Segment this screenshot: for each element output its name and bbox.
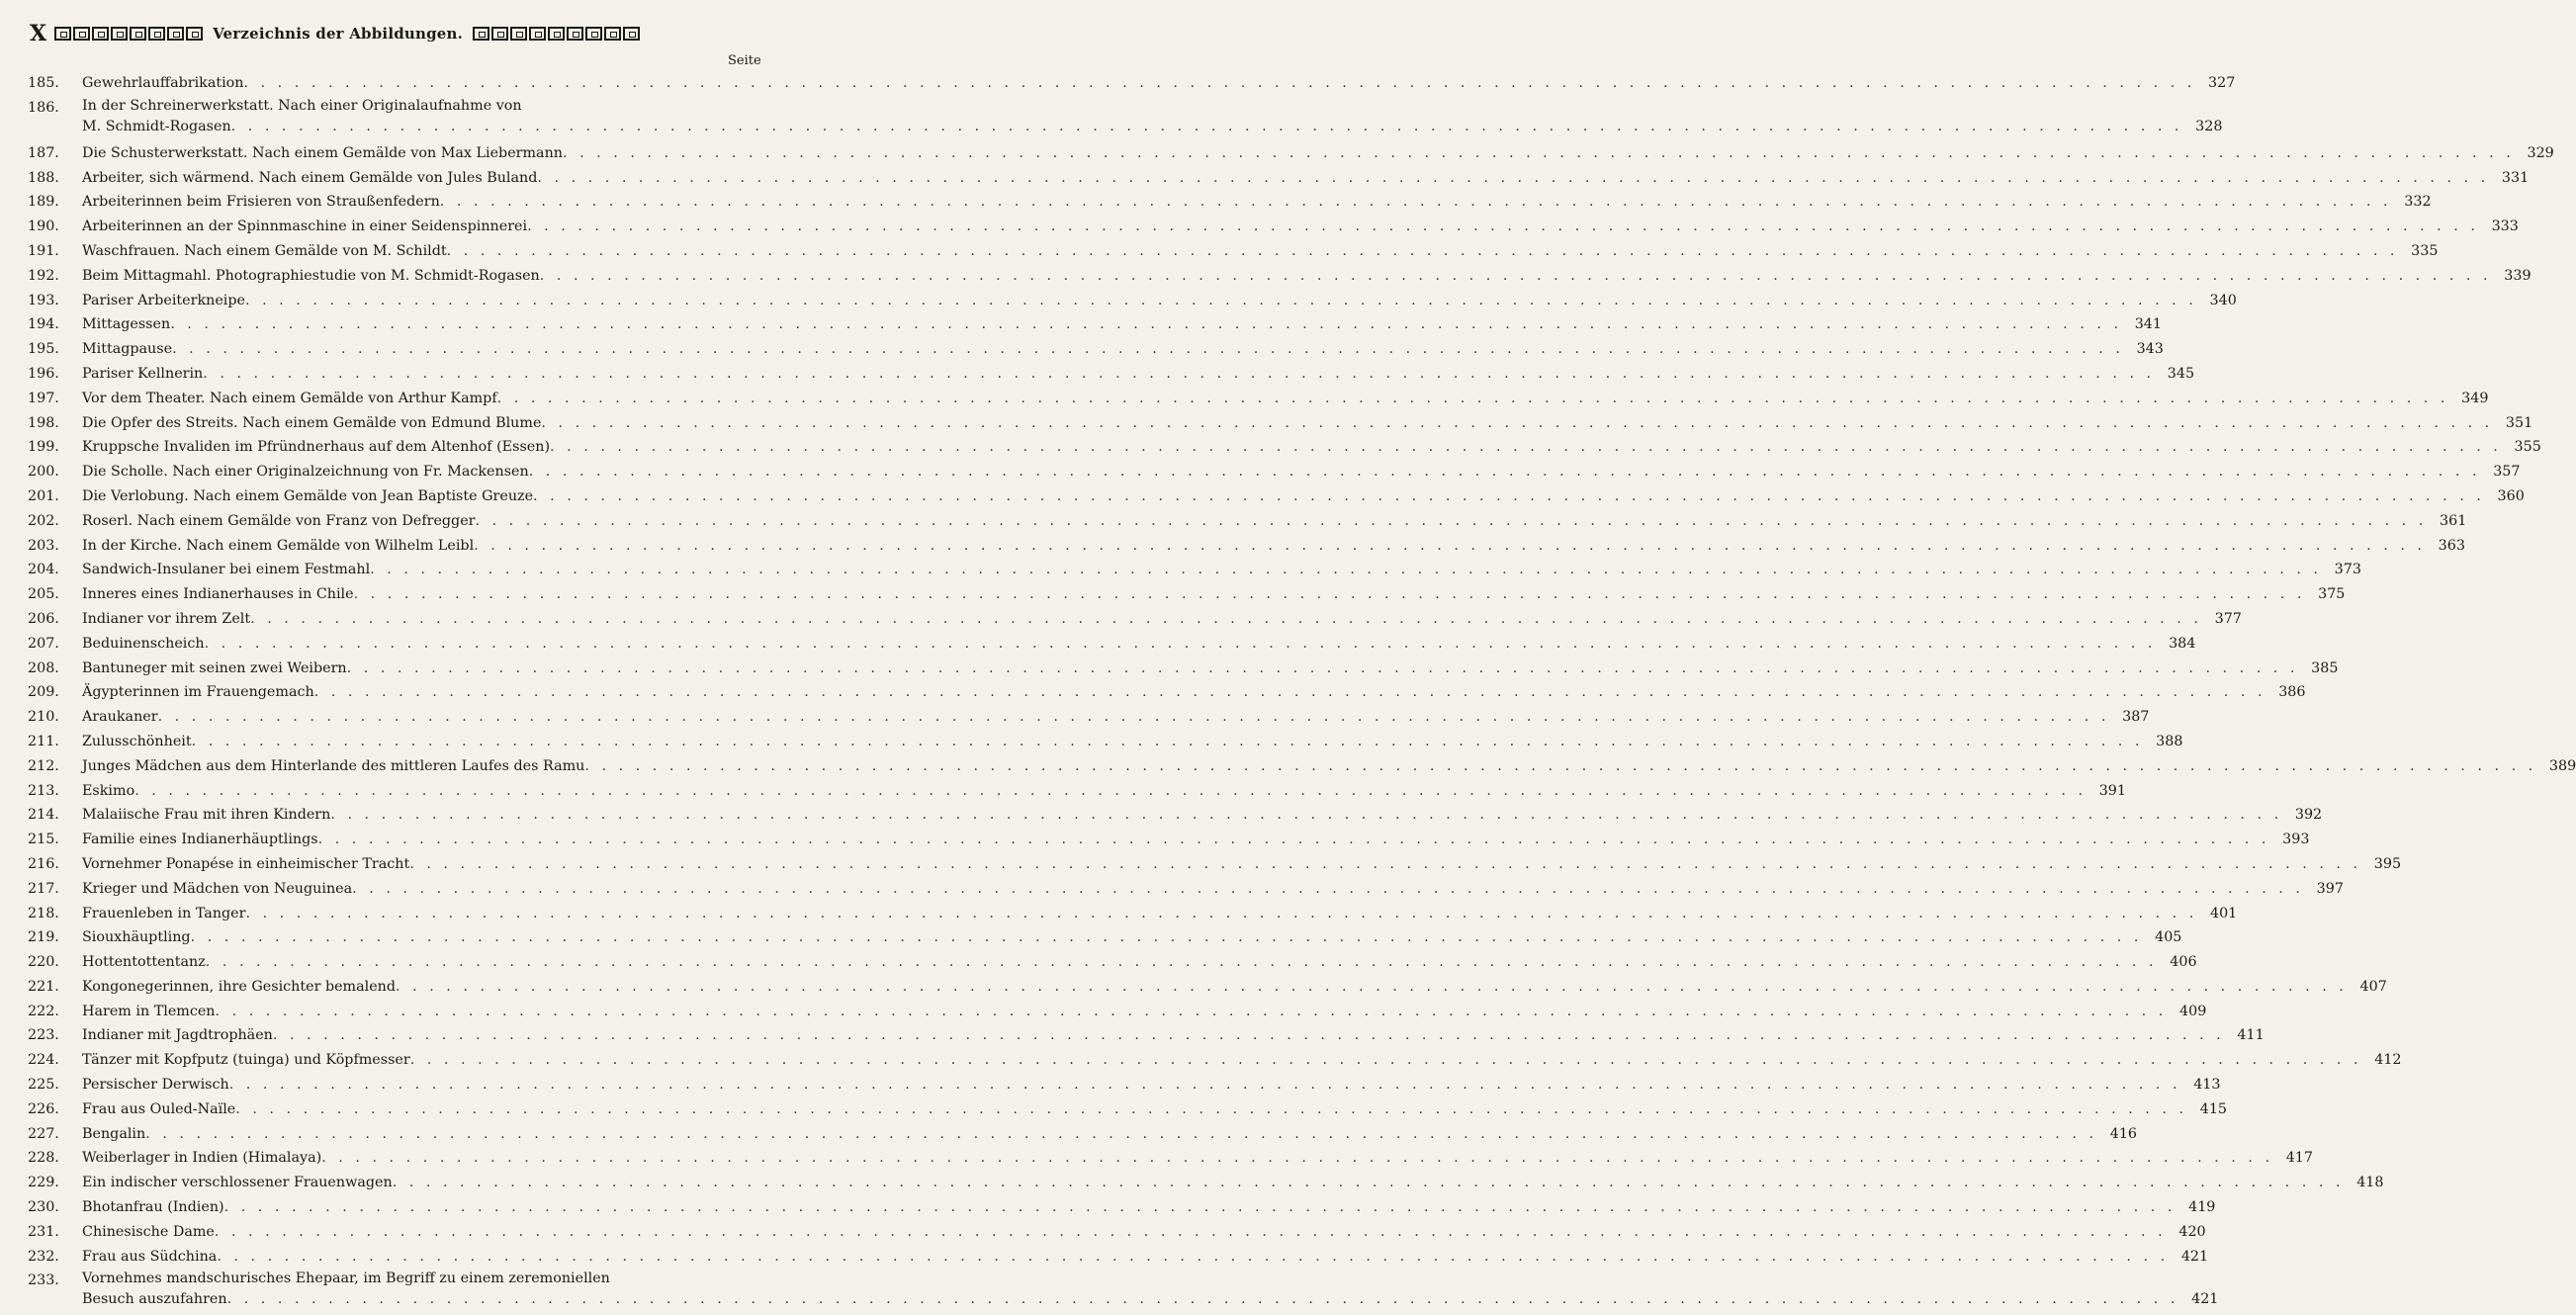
toc-entry <box>28 71 2236 96</box>
entry-number: 185. <box>28 75 59 91</box>
entry-page: 413 <box>2193 1077 2221 1094</box>
entry-title: Frauenleben in Tanger <box>82 905 246 921</box>
entry-number: 194. <box>28 316 59 333</box>
entry-number: 206. <box>28 610 59 627</box>
toc-entry <box>28 607 2242 632</box>
entry-title: Vor dem Theater. Nach einem Gemälde von Arthur Kampf <box>82 390 497 406</box>
entry-number: 203. <box>28 537 59 554</box>
entry-number: 208. <box>28 659 59 676</box>
entry-number: 213. <box>28 782 59 799</box>
entry-number: 233. <box>28 1272 59 1289</box>
toc-entry <box>28 362 2195 387</box>
entry-title: Arbeiterinnen an der Spinnmaschine in einer Seidenspinnerei <box>82 219 528 235</box>
entry-title: Beduinenscheich <box>82 635 205 652</box>
entry-number: 207. <box>28 635 59 652</box>
entry-page: 389 <box>2548 757 2576 774</box>
entry-title: Pariser Kellnerin <box>82 365 204 382</box>
toc-entry <box>28 852 2402 877</box>
entry-title: Vornehmer Ponapése in einheimischer Tracht <box>82 855 410 872</box>
entry-title: Harem in Tlemcen <box>82 1003 216 1019</box>
entry-page: 421 <box>2191 1291 2219 1308</box>
entry-title: Beim Mittagmahl. Photographiestudie von M. Schmidt-Rogasen <box>82 267 540 284</box>
dot-leader <box>476 509 2428 534</box>
toc-entry <box>28 680 2306 705</box>
toc-entry <box>28 1023 2265 1048</box>
toc-entry <box>28 975 2387 1000</box>
entry-number: 197. <box>28 390 59 406</box>
dot-leader <box>205 632 2157 657</box>
entry-title: Die Verlobung. Nach einem Gemälde von Jean Baptiste Greuze <box>82 487 534 504</box>
dot-leader <box>550 435 2502 460</box>
dot-leader <box>321 1146 2273 1171</box>
dot-leader <box>541 411 2493 436</box>
dot-leader <box>318 828 2270 852</box>
entry-title: Zulusschönheit <box>82 733 192 749</box>
entry-title: Die Opfer des Streits. Nach einem Gemälde von Edmund Blume <box>82 414 542 431</box>
toc-entry <box>28 509 2467 534</box>
entry-title: Die Schusterwerkstatt. Nach einem Gemälde von Max Liebermann <box>82 144 563 161</box>
toc-entry <box>28 828 2310 852</box>
entry-page: 351 <box>2505 414 2533 431</box>
entry-page: 339 <box>2504 267 2532 284</box>
entry-number: 188. <box>28 169 59 186</box>
entry-title: Vornehmes mandschurisches Ehepaar, im Begriff zu einem zeremoniellen <box>82 1271 610 1287</box>
entry-page: 333 <box>2491 219 2519 235</box>
entry-title: Kruppsche Invaliden im Pfründnerhaus auf dem Altenhof (Essen) <box>82 439 551 456</box>
entry-title: Hottentottentanz <box>82 954 206 971</box>
dot-leader <box>172 337 2124 362</box>
entry-title: Junges Mädchen aus dem Hinterlande des mittleren Laufes des Ramu <box>82 757 585 774</box>
entry-title: Die Scholle. Nach einer Originalzeichnung von Fr. Mackensen <box>82 464 529 481</box>
entry-title-continued: M. Schmidt-Rogasen <box>82 118 231 134</box>
entry-number: 231. <box>28 1223 59 1240</box>
dot-leader <box>158 705 2110 730</box>
entry-page: 391 <box>2098 782 2126 799</box>
entry-number: 192. <box>28 267 59 284</box>
entry-title: Gewehrlauffabrikation <box>82 75 244 91</box>
entry-number: 186. <box>28 99 59 116</box>
entry-title: Weiberlager in Indien (Himalaya) <box>82 1150 322 1167</box>
entry-number: 189. <box>28 194 59 211</box>
dot-leader <box>330 803 2282 828</box>
entry-number: 214. <box>28 807 59 824</box>
toc-entry <box>28 950 2197 975</box>
entry-number: 191. <box>28 242 59 259</box>
entry-number: 187. <box>28 144 59 161</box>
entry-page: 416 <box>2109 1125 2138 1142</box>
toc-entry <box>28 289 2237 313</box>
toc-entry <box>28 779 2126 804</box>
entry-title: Persischer Derwisch <box>82 1077 229 1094</box>
dot-leader <box>410 1048 2362 1073</box>
dot-leader <box>474 534 2426 559</box>
dot-leader <box>347 657 2299 681</box>
entry-title: Arbeiter, sich wärmend. Nach einem Gemälde von Jules Buland <box>82 169 538 186</box>
ornament-right <box>473 27 640 41</box>
entry-page: 341 <box>2134 316 2162 333</box>
entry-number: 226. <box>28 1100 59 1117</box>
dot-leader <box>273 1023 2225 1048</box>
seite-label: Seite <box>728 53 761 68</box>
entry-page: 409 <box>2179 1003 2207 1019</box>
toc-entry <box>28 657 2339 681</box>
entry-page: 395 <box>2373 855 2402 872</box>
dot-leader <box>447 239 2399 264</box>
toc-entry <box>28 558 2361 582</box>
toc-entry <box>28 1048 2402 1073</box>
entry-number: 198. <box>28 414 59 431</box>
dot-leader <box>134 779 2087 804</box>
entry-page: 417 <box>2285 1150 2313 1167</box>
entry-number: 216. <box>28 855 59 872</box>
dot-leader <box>229 1073 2181 1097</box>
entry-page: 360 <box>2497 487 2525 504</box>
dot-leader <box>529 460 2481 484</box>
dot-leader <box>563 141 2515 166</box>
toc-entry <box>28 484 2525 509</box>
toc-entry <box>28 239 2439 264</box>
toc-entry <box>28 337 2164 362</box>
entry-page: 375 <box>2318 586 2346 603</box>
entry-title: Araukaner <box>82 709 158 726</box>
entry-page: 357 <box>2493 464 2521 481</box>
dot-leader <box>231 117 2183 137</box>
toc-entry <box>28 730 2183 754</box>
entry-number: 223. <box>28 1027 59 1044</box>
entry-page: 401 <box>2209 905 2238 921</box>
entry-number: 228. <box>28 1150 59 1167</box>
entry-title: In der Kirche. Nach einem Gemälde von Wilhelm Leibl <box>82 537 475 554</box>
toc-entry <box>28 96 2223 141</box>
entry-page: 329 <box>2527 144 2554 161</box>
entry-number: 222. <box>28 1003 59 1019</box>
entry-title: Mittagessen <box>82 316 171 333</box>
dot-leader <box>527 215 2479 239</box>
entry-title: In der Schreinerwerkstatt. Nach einer Originalaufnahme von <box>82 97 522 114</box>
entry-page: 388 <box>2156 733 2183 749</box>
dot-leader <box>396 975 2348 1000</box>
toc-entry <box>28 1146 2313 1171</box>
entry-page: 411 <box>2237 1027 2265 1044</box>
entry-page: 421 <box>2180 1248 2209 1265</box>
entry-title: Malaiische Frau mit ihren Kindern <box>82 807 331 824</box>
entry-number: 225. <box>28 1077 59 1094</box>
entry-page: 340 <box>2209 292 2237 308</box>
entry-page: 373 <box>2334 562 2361 578</box>
header-mark: X <box>30 21 47 46</box>
dot-leader <box>393 1171 2345 1195</box>
entry-number: 212. <box>28 757 59 774</box>
toc-entry <box>28 312 2162 337</box>
dot-leader <box>370 558 2322 582</box>
toc-entry <box>28 1122 2138 1147</box>
entry-page: 393 <box>2282 832 2310 848</box>
entry-title: Sandwich-Insulaner bei einem Festmahl <box>82 562 371 578</box>
dot-leader <box>497 387 2449 411</box>
dot-leader <box>192 730 2144 754</box>
entry-number: 215. <box>28 832 59 848</box>
dot-leader <box>227 1289 2179 1310</box>
toc-entry <box>28 534 2465 559</box>
entry-number: 200. <box>28 464 59 481</box>
entry-page: 412 <box>2374 1052 2402 1069</box>
toc-entry <box>28 1220 2206 1245</box>
entry-number: 219. <box>28 929 59 946</box>
toc-entry <box>28 1245 2209 1270</box>
dot-leader <box>203 362 2155 387</box>
entry-title: Siouxhäuptling <box>82 929 191 946</box>
toc-entry <box>28 166 2530 191</box>
entry-number: 199. <box>28 439 59 456</box>
entry-number: 211. <box>28 733 59 749</box>
entry-page: 377 <box>2214 610 2242 627</box>
entry-number: 201. <box>28 487 59 504</box>
dot-leader <box>170 312 2122 337</box>
toc-entry <box>28 1073 2221 1097</box>
dot-leader <box>145 1122 2097 1147</box>
entry-page: 384 <box>2169 635 2196 652</box>
entry-title: Tänzer mit Kopfputz (tuinga) und Köpfmesser <box>82 1052 410 1069</box>
entry-page: 335 <box>2411 242 2439 259</box>
dot-leader <box>215 1220 2167 1245</box>
entry-title: Waschfrauen. Nach einem Gemälde von M. Schildt <box>82 242 447 259</box>
entry-page: 420 <box>2178 1223 2206 1240</box>
toc-entry <box>28 1269 2219 1314</box>
entry-number: 218. <box>28 905 59 921</box>
entry-number: 221. <box>28 978 59 995</box>
entry-number: 229. <box>28 1175 59 1191</box>
entry-title: Bengalin <box>82 1125 146 1142</box>
toc-entry <box>28 141 2554 166</box>
toc-entry <box>28 1195 2216 1220</box>
entry-title: Indianer mit Jagdtrophäen <box>82 1027 273 1044</box>
ornament-left <box>54 27 203 41</box>
entry-number: 209. <box>28 684 59 701</box>
toc-entry <box>28 1097 2228 1122</box>
entry-title: Chinesische Dame <box>82 1223 215 1240</box>
entry-page: 406 <box>2170 954 2197 971</box>
entry-page: 343 <box>2136 341 2164 358</box>
toc-entry <box>28 754 2576 779</box>
entry-number: 205. <box>28 586 59 603</box>
entry-title: Pariser Arbeiterkneipe <box>82 292 245 308</box>
dot-leader <box>540 264 2492 289</box>
entry-page: 331 <box>2501 169 2530 186</box>
toc-entry <box>28 264 2532 289</box>
entry-page: 397 <box>2316 880 2344 897</box>
dot-leader <box>244 71 2196 96</box>
toc-entry <box>28 215 2519 239</box>
entry-title: Indianer vor ihrem Zelt <box>82 610 251 627</box>
toc-list <box>28 71 2576 1314</box>
dot-leader <box>584 754 2536 779</box>
dot-leader <box>314 680 2266 705</box>
entry-page: 349 <box>2461 390 2489 406</box>
entry-page: 387 <box>2122 709 2150 726</box>
toc-entry <box>28 582 2346 607</box>
dot-leader <box>235 1097 2187 1122</box>
entry-page: 361 <box>2440 512 2467 529</box>
entry-page: 407 <box>2359 978 2387 995</box>
dot-leader <box>191 925 2143 950</box>
toc-entry <box>28 460 2521 484</box>
toc-entry <box>28 1000 2207 1024</box>
entry-title: Bantuneger mit seinen zwei Weibern <box>82 659 347 676</box>
dot-leader <box>245 902 2197 926</box>
entry-title: Bhotanfrau (Indien) <box>82 1199 224 1216</box>
entry-number: 227. <box>28 1125 59 1142</box>
dot-leader <box>224 1195 2176 1220</box>
entry-page: 415 <box>2199 1100 2228 1117</box>
entry-title: Frau aus Ouled-Naïle <box>82 1100 236 1117</box>
dot-leader <box>537 166 2489 191</box>
entry-title: Familie eines Indianerhäuptlings <box>82 832 318 848</box>
dot-leader <box>216 1000 2168 1024</box>
toc-entry <box>28 190 2432 215</box>
toc-entry <box>28 902 2238 926</box>
entry-number: 195. <box>28 341 59 358</box>
entry-title-continued: Besuch auszufahren <box>82 1291 227 1308</box>
entry-number: 210. <box>28 709 59 726</box>
dot-leader <box>217 1245 2169 1270</box>
entry-page: 345 <box>2167 365 2195 382</box>
dot-leader <box>440 190 2392 215</box>
dot-leader <box>250 607 2202 632</box>
dot-leader <box>206 950 2158 975</box>
entry-page: 392 <box>2294 807 2323 824</box>
entry-title: Ein indischer verschlossener Frauenwagen <box>82 1175 393 1191</box>
toc-entry <box>28 411 2533 436</box>
toc-entry <box>28 705 2150 730</box>
entry-page: 418 <box>2356 1175 2384 1191</box>
entry-title: Krieger und Mädchen von Neuguinea <box>82 880 353 897</box>
dot-leader <box>409 852 2361 877</box>
dot-leader <box>533 484 2485 509</box>
entry-page: 386 <box>2278 684 2306 701</box>
entry-page: 328 <box>2195 118 2223 134</box>
entry-number: 193. <box>28 292 59 308</box>
toc-entry <box>28 877 2344 902</box>
toc-entry <box>28 925 2182 950</box>
entry-title: Frau aus Südchina <box>82 1248 218 1265</box>
entry-number: 220. <box>28 954 59 971</box>
entry-page: 385 <box>2311 659 2339 676</box>
entry-number: 202. <box>28 512 59 529</box>
dot-leader <box>352 877 2304 902</box>
entry-page: 355 <box>2514 439 2541 456</box>
entry-title: Roserl. Nach einem Gemälde von Franz von Defregger <box>82 512 476 529</box>
entry-page: 363 <box>2438 537 2465 554</box>
entry-number: 204. <box>28 562 59 578</box>
entry-page: 332 <box>2404 194 2432 211</box>
entry-number: 196. <box>28 365 59 382</box>
entry-page: 419 <box>2188 1199 2216 1216</box>
entry-title: Eskimo <box>82 782 135 799</box>
entry-title: Mittagpause <box>82 341 173 358</box>
toc-entry <box>28 435 2541 460</box>
toc-entry <box>28 1171 2384 1195</box>
entry-number: 224. <box>28 1052 59 1069</box>
entry-page: 327 <box>2208 75 2236 91</box>
entry-number: 230. <box>28 1199 59 1216</box>
dot-leader <box>354 582 2306 607</box>
toc-entry <box>28 803 2323 828</box>
toc-entry <box>28 632 2196 657</box>
entry-number: 232. <box>28 1248 59 1265</box>
dot-leader <box>245 289 2197 313</box>
toc-entry <box>28 387 2489 411</box>
entry-title: Kongonegerinnen, ihre Gesichter bemalend <box>82 978 397 995</box>
entry-title: Arbeiterinnen beim Frisieren von Straußenfedern <box>82 194 440 211</box>
page-title: Verzeichnis der Abbildungen. <box>213 25 464 43</box>
entry-page: 405 <box>2155 929 2182 946</box>
entry-title: Ägypterinnen im Frauengemach <box>82 684 314 701</box>
entry-number: 190. <box>28 219 59 235</box>
entry-number: 217. <box>28 880 59 897</box>
page-header <box>30 20 761 47</box>
entry-title: Inneres eines Indianerhauses in Chile <box>82 586 354 603</box>
